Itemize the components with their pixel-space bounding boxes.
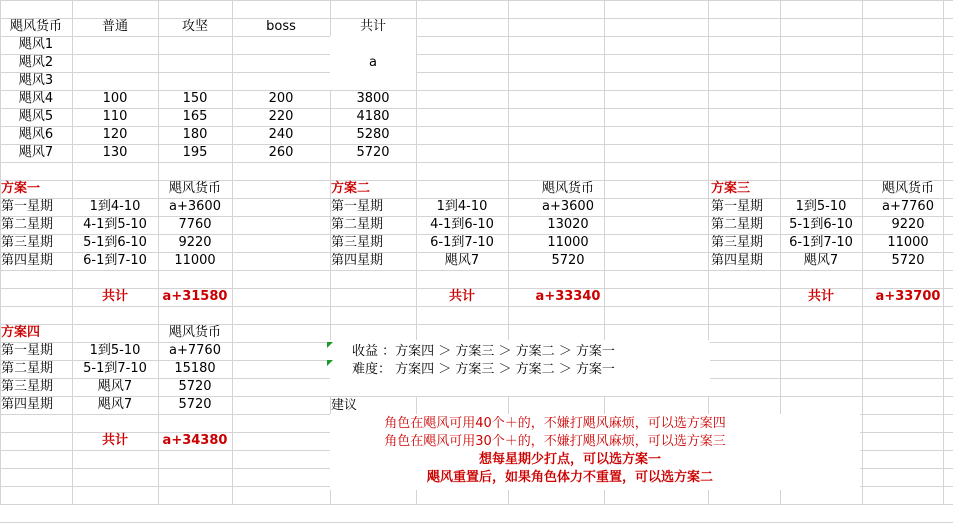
plan-currency-label[interactable]: 飓风货币 bbox=[881, 181, 934, 196]
total-value[interactable]: a bbox=[369, 55, 377, 70]
header-total[interactable]: 共计 bbox=[359, 19, 386, 34]
plan-week-range[interactable]: 6-1到7-10 bbox=[789, 235, 853, 250]
boss-value[interactable]: 220 bbox=[268, 109, 294, 124]
assault-value[interactable] bbox=[158, 72, 232, 90]
comment-marker-icon bbox=[327, 360, 333, 366]
advice-line-1[interactable]: 角色在飓风可用40个＋的，不嫌打飓风麻烦，可以选方案四 bbox=[384, 416, 726, 431]
assault-value[interactable]: 165 bbox=[182, 109, 208, 124]
comment-marker-icon bbox=[327, 342, 333, 348]
row-label[interactable]: 飓风4 bbox=[18, 91, 54, 106]
normal-value[interactable]: 110 bbox=[102, 109, 128, 124]
plan-week-label[interactable]: 第二星期 bbox=[711, 217, 764, 232]
plan-week-range[interactable]: 5-1到6-10 bbox=[83, 235, 147, 250]
plan-week-label[interactable]: 第三星期 bbox=[331, 235, 384, 250]
plan-week-range[interactable]: 5-1到7-10 bbox=[83, 361, 147, 376]
difficulty-comparison[interactable]: 难度： 方案四 ＞ 方案三 ＞ 方案二 ＞ 方案一 bbox=[352, 362, 615, 377]
plan-week-label[interactable]: 第三星期 bbox=[711, 235, 764, 250]
plan-week-range[interactable]: 飓风7 bbox=[803, 253, 839, 268]
total-value[interactable] bbox=[330, 72, 416, 90]
boss-value[interactable]: 200 bbox=[268, 91, 294, 106]
row-label[interactable]: 飓风7 bbox=[18, 145, 54, 160]
assault-value[interactable]: 195 bbox=[182, 145, 208, 160]
plan-week-range[interactable]: 4-1到5-10 bbox=[83, 217, 147, 232]
plan-week-label[interactable]: 第一星期 bbox=[331, 199, 384, 214]
plan-week-value[interactable]: 11000 bbox=[547, 235, 589, 250]
plan-currency-label[interactable]: 飓风货币 bbox=[168, 325, 221, 340]
assault-value[interactable] bbox=[158, 54, 232, 72]
assault-value[interactable]: 150 bbox=[182, 91, 208, 106]
plan-total-value[interactable]: a+33700 bbox=[875, 289, 941, 304]
row-label[interactable]: 飓风6 bbox=[18, 127, 54, 142]
advice-line-4[interactable]: 飓风重置后，如果角色体力不重置，可以选方案二 bbox=[426, 470, 713, 485]
boss-value[interactable] bbox=[232, 36, 330, 54]
plan-week-range[interactable]: 1到5-10 bbox=[89, 343, 141, 358]
plan-currency-label[interactable]: 飓风货币 bbox=[168, 181, 221, 196]
plan-week-value[interactable]: 5720 bbox=[178, 379, 212, 394]
plan-week-label[interactable]: 第三星期 bbox=[1, 235, 54, 250]
plan-week-range[interactable]: 1到5-10 bbox=[795, 199, 847, 214]
normal-value[interactable]: 100 bbox=[102, 91, 128, 106]
total-value[interactable]: 3800 bbox=[356, 91, 390, 106]
plan-week-label[interactable]: 第二星期 bbox=[331, 217, 384, 232]
plan-week-label[interactable]: 第一星期 bbox=[711, 199, 764, 214]
normal-value[interactable]: 130 bbox=[102, 145, 128, 160]
plan-week-value[interactable]: 7760 bbox=[178, 217, 212, 232]
plan-week-value[interactable]: a+7760 bbox=[169, 343, 221, 358]
plan-week-range[interactable]: 4-1到6-10 bbox=[430, 217, 494, 232]
plan-total-label[interactable]: 共计 bbox=[448, 289, 475, 304]
plan-title[interactable]: 方案三 bbox=[711, 181, 751, 196]
header-assault[interactable]: 攻坚 bbox=[181, 19, 208, 34]
plan-week-range[interactable]: 5-1到6-10 bbox=[789, 217, 853, 232]
boss-value[interactable]: 260 bbox=[268, 145, 294, 160]
plan-week-label[interactable]: 第四星期 bbox=[711, 253, 764, 268]
plan-week-label[interactable]: 第四星期 bbox=[1, 397, 54, 412]
plan-week-value[interactable]: 13020 bbox=[547, 217, 589, 232]
plan-week-value[interactable]: 11000 bbox=[174, 253, 216, 268]
plan-week-range[interactable]: 1到4-10 bbox=[436, 199, 488, 214]
plan-week-range[interactable]: 6-1到7-10 bbox=[430, 235, 494, 250]
header-normal[interactable]: 普通 bbox=[101, 19, 128, 34]
plan-week-range[interactable]: 飓风7 bbox=[97, 397, 133, 412]
advice-line-3[interactable]: 想每星期少打点，可以选方案一 bbox=[478, 452, 661, 467]
row-label[interactable]: 飓风2 bbox=[18, 55, 54, 70]
plan-week-label[interactable]: 第一星期 bbox=[1, 343, 54, 358]
header-boss[interactable]: boss bbox=[266, 19, 296, 34]
plan-title[interactable]: 方案一 bbox=[1, 181, 41, 196]
total-value[interactable]: 5720 bbox=[356, 145, 390, 160]
plan-week-value[interactable]: 5720 bbox=[178, 397, 212, 412]
plan-total-value[interactable]: a+34380 bbox=[162, 433, 228, 448]
header-currency[interactable]: 飓风货币 bbox=[9, 19, 62, 34]
plan-total-label[interactable]: 共计 bbox=[101, 433, 128, 448]
plan-title[interactable]: 方案四 bbox=[1, 325, 41, 340]
plan-title[interactable]: 方案二 bbox=[331, 181, 371, 196]
plan-week-value[interactable]: a+7760 bbox=[882, 199, 934, 214]
plan-total-label[interactable]: 共计 bbox=[101, 289, 128, 304]
plan-week-value[interactable]: 9220 bbox=[891, 217, 925, 232]
plan-total-value[interactable]: a+31580 bbox=[162, 289, 228, 304]
normal-value[interactable]: 120 bbox=[102, 127, 128, 142]
advice-line-2[interactable]: 角色在飓风可用30个＋的，不嫌打飓风麻烦，可以选方案三 bbox=[384, 434, 726, 449]
plan-week-value[interactable]: 5720 bbox=[551, 253, 585, 268]
normal-value[interactable] bbox=[72, 54, 158, 72]
normal-value[interactable] bbox=[72, 72, 158, 90]
plan-total-label[interactable]: 共计 bbox=[807, 289, 834, 304]
plan-week-value[interactable]: 11000 bbox=[887, 235, 929, 250]
plan-week-label[interactable]: 第二星期 bbox=[1, 217, 54, 232]
plan-week-label[interactable]: 第一星期 bbox=[1, 199, 54, 214]
plan-week-value[interactable]: 5720 bbox=[891, 253, 925, 268]
plan-week-label[interactable]: 第四星期 bbox=[331, 253, 384, 268]
plan-week-range[interactable]: 6-1到7-10 bbox=[83, 253, 147, 268]
total-value[interactable]: 4180 bbox=[356, 109, 390, 124]
plan-week-label[interactable]: 第三星期 bbox=[1, 379, 54, 394]
boss-value[interactable]: 240 bbox=[268, 127, 294, 142]
plan-week-range[interactable]: 飓风7 bbox=[97, 379, 133, 394]
plan-total-value[interactable]: a+33340 bbox=[535, 289, 601, 304]
income-comparison[interactable]: 收益 ：方案四 ＞ 方案三 ＞ 方案二 ＞ 方案一 bbox=[352, 344, 615, 359]
plan-week-label[interactable]: 第四星期 bbox=[1, 253, 54, 268]
plan-week-value[interactable]: 9220 bbox=[178, 235, 212, 250]
boss-value[interactable] bbox=[232, 72, 330, 90]
plan-week-range[interactable]: 1到4-10 bbox=[89, 199, 141, 214]
row-label[interactable]: 飓风5 bbox=[18, 109, 54, 124]
plan-week-value[interactable]: a+3600 bbox=[542, 199, 594, 214]
plan-week-label[interactable]: 第二星期 bbox=[1, 361, 54, 376]
plan-week-range[interactable]: 飓风7 bbox=[444, 253, 480, 268]
assault-value[interactable]: 180 bbox=[182, 127, 208, 142]
normal-value[interactable] bbox=[72, 36, 158, 54]
total-value[interactable]: 5280 bbox=[356, 127, 390, 142]
assault-value[interactable] bbox=[158, 36, 232, 54]
row-label[interactable]: 飓风1 bbox=[18, 37, 54, 52]
boss-value[interactable] bbox=[232, 54, 330, 72]
advice-label[interactable]: 建议 bbox=[331, 398, 358, 413]
plan-currency-label[interactable]: 飓风货币 bbox=[541, 181, 594, 196]
plan-week-value[interactable]: 15180 bbox=[174, 361, 216, 376]
total-value[interactable] bbox=[330, 36, 416, 54]
row-label[interactable]: 飓风3 bbox=[18, 73, 54, 88]
plan-week-value[interactable]: a+3600 bbox=[169, 199, 221, 214]
